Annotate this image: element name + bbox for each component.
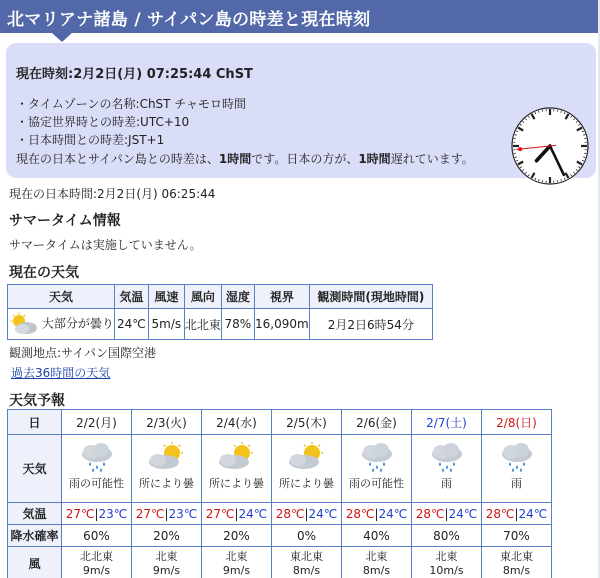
forecast-weather-label: 雨 bbox=[511, 477, 522, 490]
observation-point: 観測地点:サイパン国際空港 bbox=[9, 346, 156, 360]
header-temp: 気温 bbox=[114, 285, 148, 309]
forecast-weather bbox=[202, 435, 272, 503]
forecast-high-temp: 28℃ bbox=[485, 506, 515, 521]
forecast-low-temp: 24℃ bbox=[308, 506, 338, 521]
header-wind-speed: 風速 bbox=[148, 285, 184, 309]
page-title: 北マリアナ諸島 / サイパン島の時差と現在時刻 bbox=[7, 10, 371, 30]
forecast-wind-dir: 北東 bbox=[225, 549, 248, 563]
header-observed: 観測時間(現地時間) bbox=[309, 285, 432, 309]
forecast-temp: 28℃|24℃ bbox=[482, 503, 552, 525]
forecast-temp: 27℃|23℃ bbox=[132, 503, 202, 525]
utc-offset: ・協定世界時との時差:UTC+10 bbox=[16, 115, 190, 129]
forecast-temp: 28℃|24℃ bbox=[272, 503, 342, 525]
forecast-date: 2/8(日) bbox=[482, 410, 552, 435]
forecast-table bbox=[7, 409, 552, 578]
forecast-date: 2/7(土) bbox=[412, 410, 482, 435]
forecast-temp: 27℃|24℃ bbox=[202, 503, 272, 525]
forecast-heading: 天気予報 bbox=[9, 393, 65, 409]
title-bar bbox=[0, 0, 600, 33]
partly-cloudy-icon bbox=[284, 441, 330, 473]
forecast-high-temp: 28℃ bbox=[345, 506, 375, 521]
forecast-low-temp: 23℃ bbox=[98, 506, 128, 521]
time-difference-summary: 現在の日本とサイパン島との時差は、1時間です。日本の方が、1時間遅れています。 bbox=[16, 152, 474, 166]
forecast-weather-label: 所により曇 bbox=[139, 477, 194, 490]
partly-cloudy-icon bbox=[214, 441, 260, 473]
forecast-weather bbox=[482, 435, 552, 503]
rain-icon bbox=[77, 441, 117, 473]
row-label-wind: 風 bbox=[8, 547, 62, 578]
forecast-rain-chance: 20% bbox=[202, 525, 272, 547]
forecast-weather bbox=[342, 435, 412, 503]
past-weather-link[interactable]: 過去36時間の天気 bbox=[11, 366, 111, 380]
forecast-date: 2/6(金) bbox=[342, 410, 412, 435]
forecast-rain-chance: 40% bbox=[342, 525, 412, 547]
current-weather-heading: 現在の天気 bbox=[9, 265, 79, 281]
current-temp: 24℃ bbox=[114, 309, 148, 340]
forecast-wind bbox=[482, 547, 552, 578]
timezone-name: ・タイムゾーンの名称:ChST チャモロ時間 bbox=[16, 97, 246, 111]
forecast-weather-label: 雨の可能性 bbox=[349, 477, 404, 490]
forecast-wind bbox=[342, 547, 412, 578]
forecast-wind bbox=[202, 547, 272, 578]
forecast-date: 2/3(火) bbox=[132, 410, 202, 435]
forecast-date: 2/5(木) bbox=[272, 410, 342, 435]
forecast-rain-chance: 70% bbox=[482, 525, 552, 547]
current-humidity: 78% bbox=[221, 309, 254, 340]
current-wind-dir: 北北東 bbox=[184, 309, 221, 340]
forecast-low-temp: 24℃ bbox=[238, 506, 268, 521]
forecast-wind bbox=[132, 547, 202, 578]
forecast-weather-label: 雨 bbox=[441, 477, 452, 490]
forecast-high-temp: 28℃ bbox=[415, 506, 445, 521]
forecast-rain-chance: 0% bbox=[272, 525, 342, 547]
row-label-day: 日 bbox=[8, 410, 62, 435]
forecast-weather bbox=[62, 435, 132, 503]
forecast-weather bbox=[132, 435, 202, 503]
forecast-temp: 28℃|24℃ bbox=[412, 503, 482, 525]
partly-cloudy-icon bbox=[144, 441, 190, 473]
forecast-date: 2/2(月) bbox=[62, 410, 132, 435]
forecast-date: 2/4(水) bbox=[202, 410, 272, 435]
japan-time: 現在の日本時間:2月2日(月) 06:25:44 bbox=[9, 187, 216, 201]
forecast-wind-dir: 東北東 bbox=[290, 549, 323, 563]
forecast-wind-speed: 10m/s bbox=[429, 563, 464, 577]
forecast-high-temp: 27℃ bbox=[205, 506, 235, 521]
dst-text: サマータイムは実施していません。 bbox=[9, 238, 202, 252]
rain-icon bbox=[357, 441, 397, 473]
dst-heading: サマータイム情報 bbox=[9, 213, 121, 229]
rain-icon bbox=[497, 441, 537, 473]
forecast-wind-speed: 9m/s bbox=[82, 563, 111, 577]
forecast-weather-label: 所により曇 bbox=[209, 477, 264, 490]
forecast-low-temp: 24℃ bbox=[448, 506, 478, 521]
forecast-wind-dir: 北東 bbox=[365, 549, 388, 563]
forecast-wind-speed: 9m/s bbox=[152, 563, 181, 577]
forecast-wind bbox=[412, 547, 482, 578]
header-visibility: 視界 bbox=[254, 285, 309, 309]
forecast-low-temp: 23℃ bbox=[168, 506, 198, 521]
forecast-high-temp: 27℃ bbox=[65, 506, 95, 521]
forecast-weather bbox=[412, 435, 482, 503]
forecast-wind-dir: 東北東 bbox=[500, 549, 533, 563]
current-time-panel bbox=[6, 43, 596, 178]
forecast-wind-speed: 8m/s bbox=[502, 563, 531, 577]
forecast-low-temp: 24℃ bbox=[378, 506, 408, 521]
current-time: 現在時刻:2月2日(月) 07:25:44 ChST bbox=[16, 67, 253, 82]
title-notch bbox=[52, 33, 72, 42]
forecast-wind-speed: 8m/s bbox=[292, 563, 321, 577]
current-weather-table bbox=[7, 284, 433, 340]
forecast-wind-speed: 9m/s bbox=[222, 563, 251, 577]
current-observed: 2月2日6時54分 bbox=[309, 309, 432, 340]
row-label-rain: 降水確率 bbox=[8, 525, 62, 547]
jst-offset: ・日本時間との時差:JST+1 bbox=[16, 133, 165, 147]
header-humidity: 湿度 bbox=[221, 285, 254, 309]
forecast-temp: 27℃|23℃ bbox=[62, 503, 132, 525]
forecast-high-temp: 28℃ bbox=[275, 506, 305, 521]
current-condition: 大部分が曇り bbox=[8, 309, 115, 340]
forecast-weather-label: 雨の可能性 bbox=[69, 477, 124, 490]
partly-cloudy-icon bbox=[10, 312, 38, 336]
forecast-rain-chance: 60% bbox=[62, 525, 132, 547]
row-label-temp: 気温 bbox=[8, 503, 62, 525]
row-label-weather: 天気 bbox=[8, 435, 62, 503]
rain-icon bbox=[427, 441, 467, 473]
forecast-wind bbox=[272, 547, 342, 578]
forecast-wind-dir: 北北東 bbox=[80, 549, 113, 563]
forecast-wind-speed: 8m/s bbox=[362, 563, 391, 577]
forecast-wind-dir: 北東 bbox=[435, 549, 458, 563]
analog-clock bbox=[506, 89, 594, 204]
header-wind-dir: 風向 bbox=[184, 285, 221, 309]
forecast-weather-label: 所により曇 bbox=[279, 477, 334, 490]
forecast-rain-chance: 20% bbox=[132, 525, 202, 547]
header-weather: 天気 bbox=[8, 285, 115, 309]
current-visibility: 16,090m bbox=[254, 309, 309, 340]
clock-second-dot bbox=[518, 147, 522, 151]
forecast-rain-chance: 80% bbox=[412, 525, 482, 547]
forecast-low-temp: 24℃ bbox=[518, 506, 548, 521]
current-wind-speed: 5m/s bbox=[148, 309, 184, 340]
forecast-wind bbox=[62, 547, 132, 578]
forecast-wind-dir: 北東 bbox=[155, 549, 178, 563]
forecast-weather bbox=[272, 435, 342, 503]
forecast-temp: 28℃|24℃ bbox=[342, 503, 412, 525]
forecast-high-temp: 27℃ bbox=[135, 506, 165, 521]
